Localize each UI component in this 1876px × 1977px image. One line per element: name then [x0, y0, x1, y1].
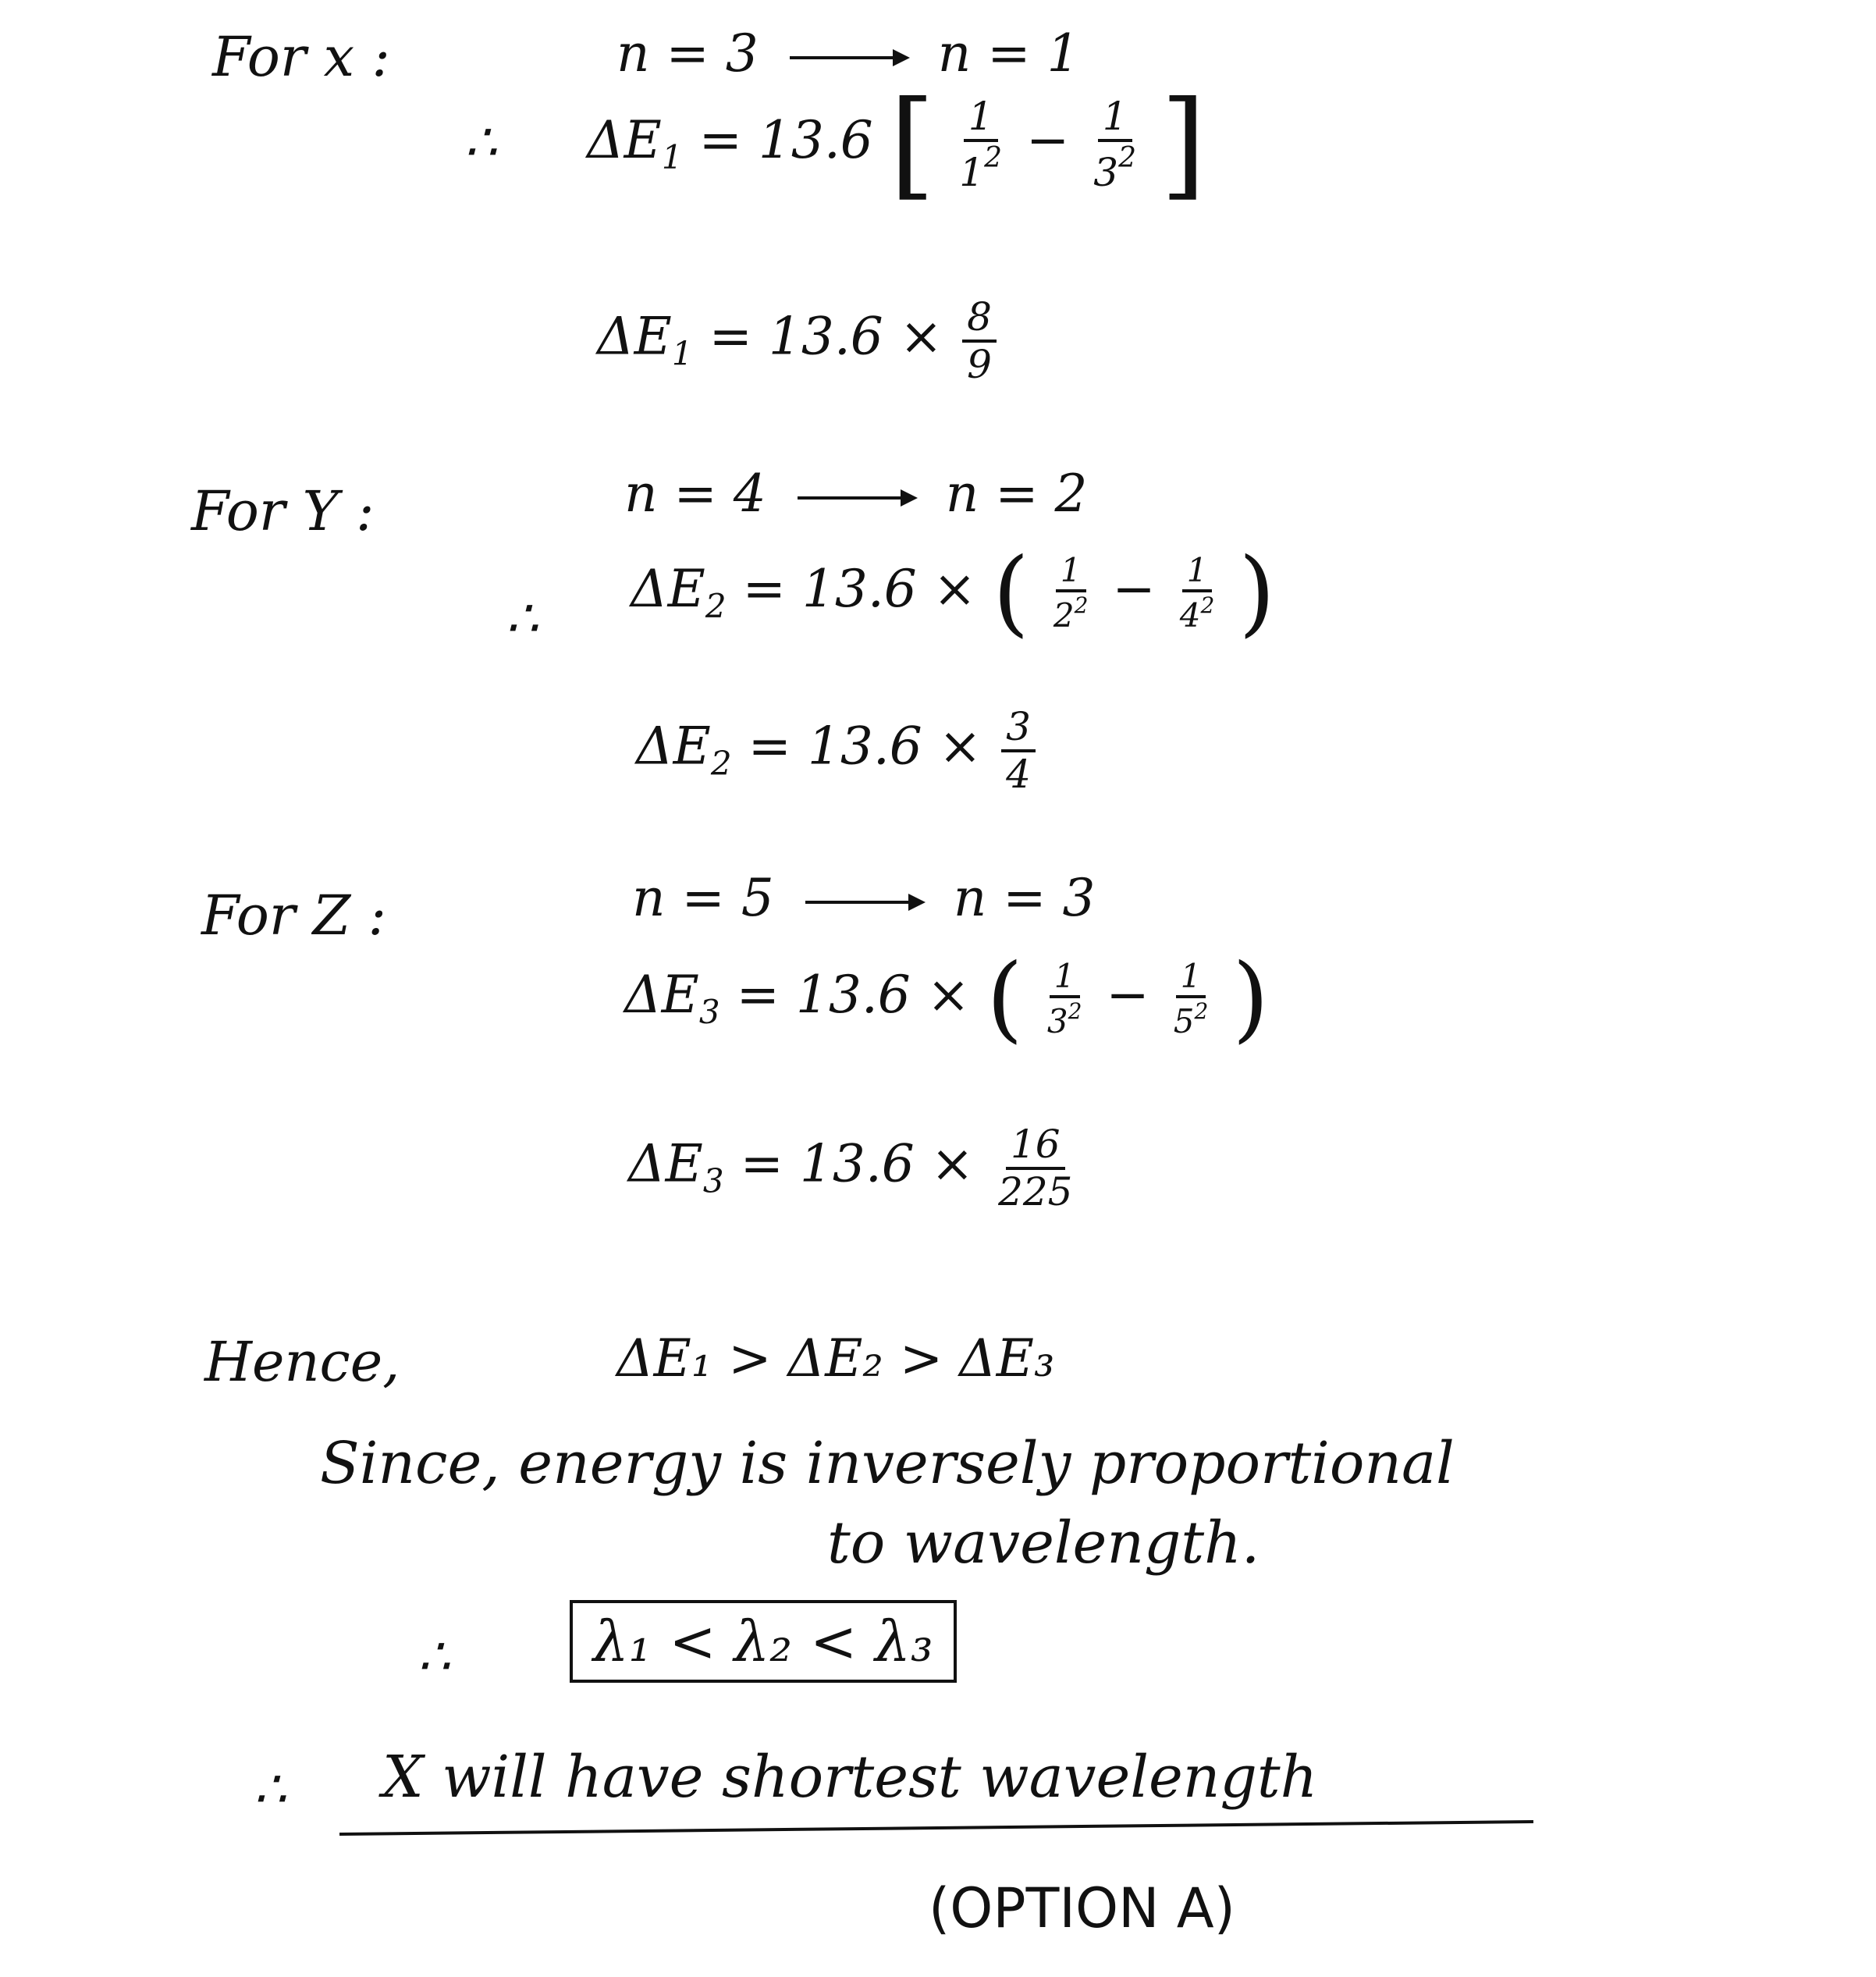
transition-to: n = 1: [937, 23, 1080, 84]
section-y-equation-2: [636, 706, 1039, 795]
fraction: $\frac{1}{4^2}$: [1179, 550, 1215, 635]
eq-subscript: 3: [702, 1161, 724, 1200]
arrow-icon: [798, 496, 915, 500]
transition-from: n = 3: [616, 23, 759, 84]
since-line-2: to wavelength.: [827, 1509, 1260, 1577]
eq-lhs: ΔE: [631, 559, 705, 619]
eq-subscript: 2: [705, 587, 727, 625]
fraction: $\frac{3}{4}$: [1001, 706, 1036, 795]
eq-rhs: = 13.6 ×: [748, 716, 982, 777]
transition-from: n = 5: [632, 868, 774, 928]
eq-coefficient: = 13.6 ×: [742, 559, 977, 619]
final-statement: X will have shortest wavelength: [382, 1744, 1318, 1811]
final-therefore: ∴: [254, 1759, 286, 1819]
eq-lhs: ΔE: [628, 1133, 703, 1194]
wavelength-result-box: λ₁ < λ₂ < λ₃: [570, 1600, 957, 1683]
section-y-transition: [624, 464, 1088, 524]
fraction: $\frac{8}{9}$: [962, 297, 997, 385]
eq-coefficient: = 13.6: [698, 110, 873, 170]
fraction: $\frac{1}{1^2}$: [959, 94, 1003, 195]
option-label: (OPTION A): [929, 1876, 1235, 1940]
section-z-transition: [632, 868, 1096, 928]
underline: [339, 1820, 1533, 1836]
section-y-therefore: ∴: [506, 588, 538, 649]
close-paren: ): [1232, 944, 1270, 1053]
section-y-equation-1: [631, 539, 1276, 647]
eq-lhs: ΔE: [624, 965, 699, 1025]
eq-subscript: 2: [710, 744, 732, 783]
energy-comparison: ΔE₁ > ΔE₂ > ΔE₃: [616, 1328, 1055, 1389]
section-x-therefore: ∴: [464, 112, 497, 172]
fraction: $\frac{1}{3^2}$: [1093, 94, 1137, 195]
section-x-equation-1: [587, 76, 1206, 212]
arrow-icon: [805, 901, 922, 904]
minus-sign: −: [1112, 559, 1156, 619]
open-paren: (: [986, 944, 1023, 1053]
eq-lhs: ΔE: [597, 306, 672, 367]
fraction: $\frac{16}{225}$: [998, 1122, 1073, 1214]
fraction: $\frac{1}{2^2}$: [1053, 550, 1089, 635]
eq-coefficient: = 13.6 ×: [736, 965, 971, 1025]
eq-subscript: 1: [661, 138, 683, 176]
since-line-1: Since, energy is inversely proportional: [320, 1430, 1455, 1497]
minus-sign: −: [1026, 110, 1070, 170]
eq-rhs: = 13.6 ×: [740, 1133, 975, 1194]
section-z-equation-2: [628, 1124, 1081, 1212]
boxed-therefore: ∴: [417, 1627, 450, 1687]
section-x-transition: [616, 23, 1080, 84]
section-x-label: For x :: [212, 25, 390, 89]
section-x-equation-2: [597, 294, 1000, 387]
open-bracket: [: [889, 76, 936, 212]
section-y-label: For Y :: [191, 479, 375, 543]
hence-label: Hence,: [204, 1330, 400, 1394]
transition-from: n = 4: [624, 464, 766, 524]
transition-to: n = 3: [953, 868, 1096, 928]
arrow-icon: [790, 56, 907, 59]
section-z-equation-1: [624, 944, 1270, 1053]
fraction: $\frac{1}{5^2}$: [1173, 956, 1209, 1040]
close-paren: ): [1238, 539, 1276, 647]
eq-rhs: = 13.6 ×: [709, 306, 943, 367]
eq-lhs: ΔE: [636, 716, 711, 777]
eq-subscript: 1: [671, 334, 693, 373]
transition-to: n = 2: [945, 464, 1088, 524]
section-z-label: For Z :: [201, 884, 387, 948]
eq-lhs: ΔE: [587, 110, 662, 170]
close-bracket: ]: [1160, 76, 1206, 212]
eq-subscript: 3: [698, 993, 720, 1031]
fraction: $\frac{1}{3^2}$: [1046, 956, 1082, 1040]
open-paren: (: [993, 539, 1029, 647]
minus-sign: −: [1106, 965, 1149, 1025]
